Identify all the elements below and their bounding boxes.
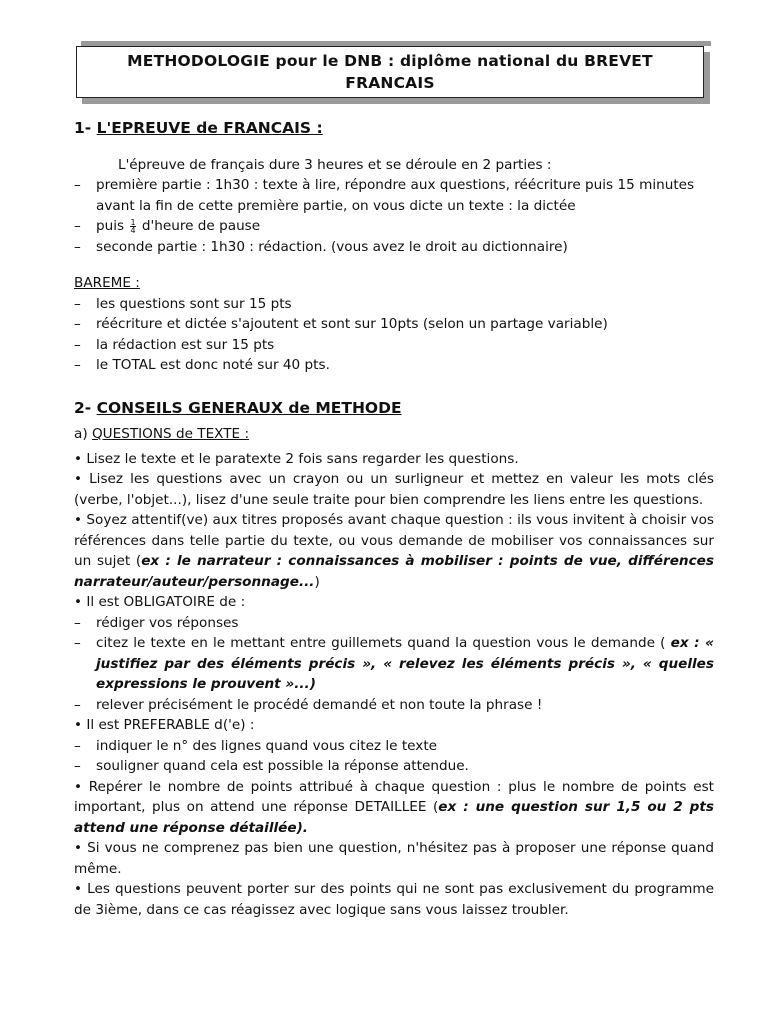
preferable-label: • Il est PREFERABLE d('e) : xyxy=(74,717,255,733)
title-line-2: FRANCAIS xyxy=(345,74,435,92)
bullet-paragraph: • Lisez le texte et le paratexte 2 fois sans regarder les questions. xyxy=(74,450,519,467)
bullet-paragraph: • Soyez attentif(ve) aux titres proposés avant chaque question : ils vous invitent à choisir vos références dans telle partie du texte, ou vous demande de mobiliser vos connaissances sur un sujet (ex : le narrateur : connaissances à mobiliser : points de vue, différences narrateur/auteur/personnage...) xyxy=(74,512,714,590)
section-2-number: 2- xyxy=(74,398,92,417)
section-1-heading xyxy=(74,118,714,139)
bullet-paragraph: • Repérer le nombre de points attribué à chaque question : plus le nombre de points est important, plus on attend une réponse DETAILLEE (ex : une question sur 1,5 ou 2 pts attend une réponse détaillée). xyxy=(74,778,715,836)
section-1-title: L'EPREUVE de FRANCAIS : xyxy=(96,119,323,137)
section-2-title: CONSEILS GENERAUX de METHODE xyxy=(96,398,402,417)
section-2-heading xyxy=(74,398,714,419)
list-item: – réécriture et dictée s'ajoutent et sont sur 10pts (selon un partage variable) xyxy=(74,314,714,335)
list-item: – souligner quand cela est possible la réponse attendue. xyxy=(74,756,714,777)
bullet-paragraph: • Si vous ne comprenez pas bien une question, n'hésitez pas à proposer une réponse quand même. xyxy=(74,840,714,877)
bullet-paragraph: • Lisez les questions avec un crayon ou un surligneur et mettez en valeur les mots clés (verbe, l'objet...), lisez d'une seule traite pour bien comprendre les liens entre les questions. xyxy=(74,471,714,508)
obligatoire-label: • Il est OBLIGATOIRE de : xyxy=(74,594,246,610)
list-item: – la rédaction est sur 15 pts xyxy=(74,335,714,356)
list-item: – indiquer le n° des lignes quand vous citez le texte xyxy=(74,736,714,757)
bullet-paragraph: • Les questions peuvent porter sur des points qui ne sont pas exclusivement du programme de 3ième, dans ce cas réagissez avec logique sans vous laissez troubler. xyxy=(74,881,714,918)
list-item: – puis $\frac{1}{4}$ d'heure de pause xyxy=(74,216,714,237)
section-1-number: 1- xyxy=(74,119,92,137)
list-item: – seconde partie : 1h30 : rédaction. (vous avez le droit au dictionnaire) xyxy=(74,237,714,258)
title-box xyxy=(76,46,704,98)
list-item: – le TOTAL est donc noté sur 40 pts. xyxy=(74,355,714,376)
section-1-intro: L'épreuve de français dure 3 heures et se déroule en 2 parties : xyxy=(118,156,552,173)
fraction: $\frac{1}{4}$ xyxy=(130,217,136,235)
list-item: – rédiger vos réponses xyxy=(74,613,714,634)
list-item: – première partie : 1h30 : texte à lire, répondre aux questions, réécriture puis 15 minutes avant la fin de cette première partie, on vous dicte un texte : la dictée xyxy=(74,175,714,216)
title-line-1: METHODOLOGIE pour le DNB : diplôme national du BREVET xyxy=(127,52,653,70)
list-item: – citez le texte en le mettant entre guillemets quand la question vous le demande ( ex : « justifiez par des éléments précis », « relevez les éléments précis », « quelles expressions le prouvent »...) xyxy=(74,633,714,695)
document-body xyxy=(74,118,714,920)
bareme-label: BAREME : xyxy=(74,275,140,291)
list-item: – relever précisément le procédé demandé et non toute la phrase ! xyxy=(74,695,714,716)
list-item: – les questions sont sur 15 pts xyxy=(74,294,714,315)
subsection-a: a) QUESTIONS de TEXTE : xyxy=(74,426,250,442)
